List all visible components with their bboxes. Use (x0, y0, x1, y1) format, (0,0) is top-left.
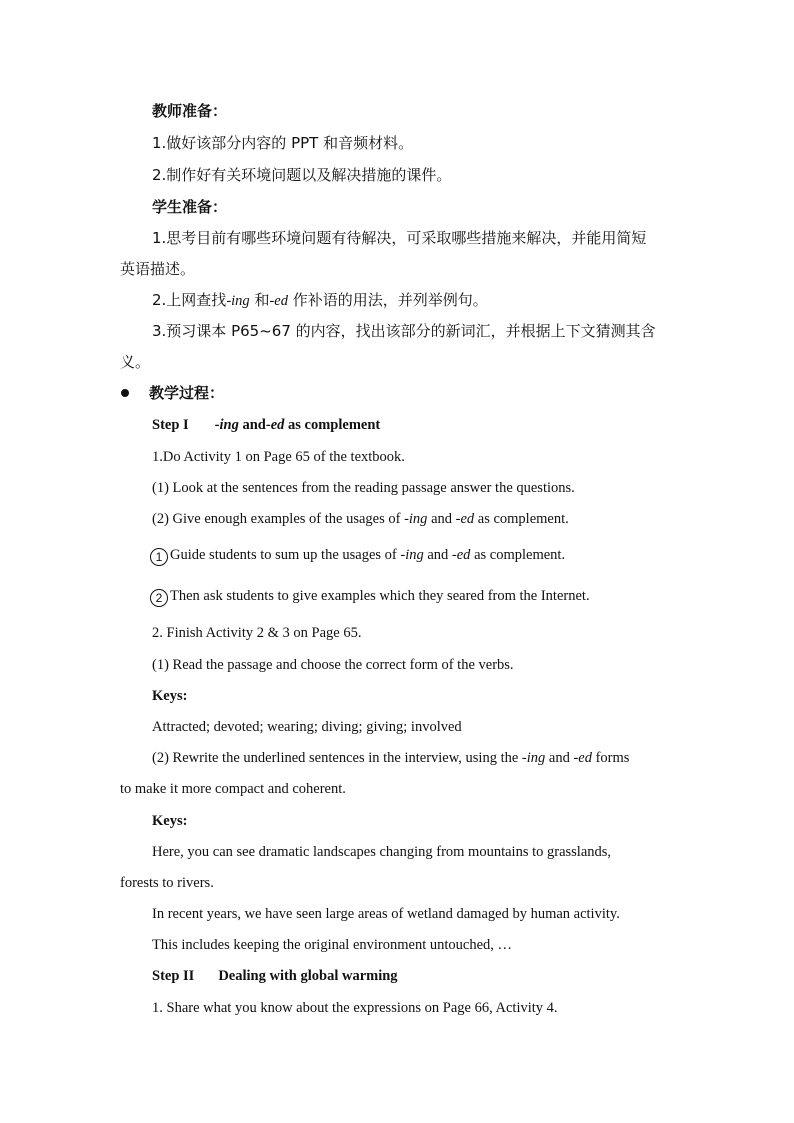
student-prep-item-1-line-2: 英语描述。 (120, 260, 196, 278)
sub-item-1: (1) Look at the sentences from the reading passage answer the questions. (152, 480, 575, 496)
step2-item-1: 1. Share what you know about the expressions on Page 66, Activity 4. (152, 1000, 558, 1016)
bullet-icon (121, 389, 129, 397)
keys-label-2: Keys: (152, 813, 188, 829)
answer-3: This includes keeping the original environment untouched, … (152, 937, 513, 953)
teacher-prep-item-2: 2.制作好有关环境问题以及解决措施的课件。 (152, 166, 452, 184)
keys-answers-1: Attracted; devoted; wearing; diving; giving; involved (152, 719, 462, 735)
sub-item-2: (2) Give enough examples of the usages of -ing and -ed as complement. (152, 511, 569, 527)
activity-1-line: 1.Do Activity 1 on Page 65 of the textbook. (152, 449, 405, 465)
student-prep-heading: 学生准备： (152, 198, 228, 216)
circled-number-2: 2 (150, 589, 168, 607)
keys-label-1: Keys: (152, 688, 188, 704)
teacher-prep-item-1: 1.做好该部分内容的 PPT 和音频材料。 (152, 134, 414, 152)
student-prep-item-2: 2.上网查找-ing 和-ed 作补语的用法，并列举例句。 (152, 291, 488, 309)
circled-number-1: 1 (150, 548, 168, 566)
student-prep-item-3-line-2: 义。 (120, 353, 151, 371)
teacher-prep-heading: 教师准备： (152, 102, 228, 120)
student-prep-item-1-line-1: 1.思考目前有哪些环境问题有待解决，可采取哪些措施来解决，并能用简短 (152, 229, 647, 247)
answer-2: In recent years, we have seen large areas of wetland damaged by human activity. (152, 906, 620, 922)
step2-label: Step II (152, 968, 195, 984)
answer-1-line-2: forests to rivers. (120, 875, 214, 891)
circled-item-1: 1 Guide students to sum up the usages of -ing and -ed as complement. (150, 545, 565, 566)
rewrite-line-1: (2) Rewrite the underlined sentences in the interview, using the -ing and -ed forms (152, 750, 630, 766)
student-prep-item-3-line-1: 3.预习课本 P65~67 的内容，找出该部分的新词汇，并根据上下文猜测其含 (152, 322, 656, 340)
answer-1-line-1: Here, you can see dramatic landscapes changing from mountains to grasslands, (152, 844, 612, 860)
rewrite-line-2: to make it more compact and coherent. (120, 781, 346, 797)
activity-2-line: 2. Finish Activity 2 & 3 on Page 65. (152, 625, 362, 641)
step2-heading: Step II Dealing with global warming (152, 968, 398, 984)
circled-item-2: 2 Then ask students to give examples which they seared from the Internet. (150, 586, 590, 607)
read-passage-line: (1) Read the passage and choose the correct form of the verbs. (152, 657, 514, 673)
process-heading: 教学过程： (149, 384, 225, 402)
step1-label: Step I (152, 417, 189, 433)
step1-heading: Step I -ing and-ed as complement (152, 417, 381, 433)
